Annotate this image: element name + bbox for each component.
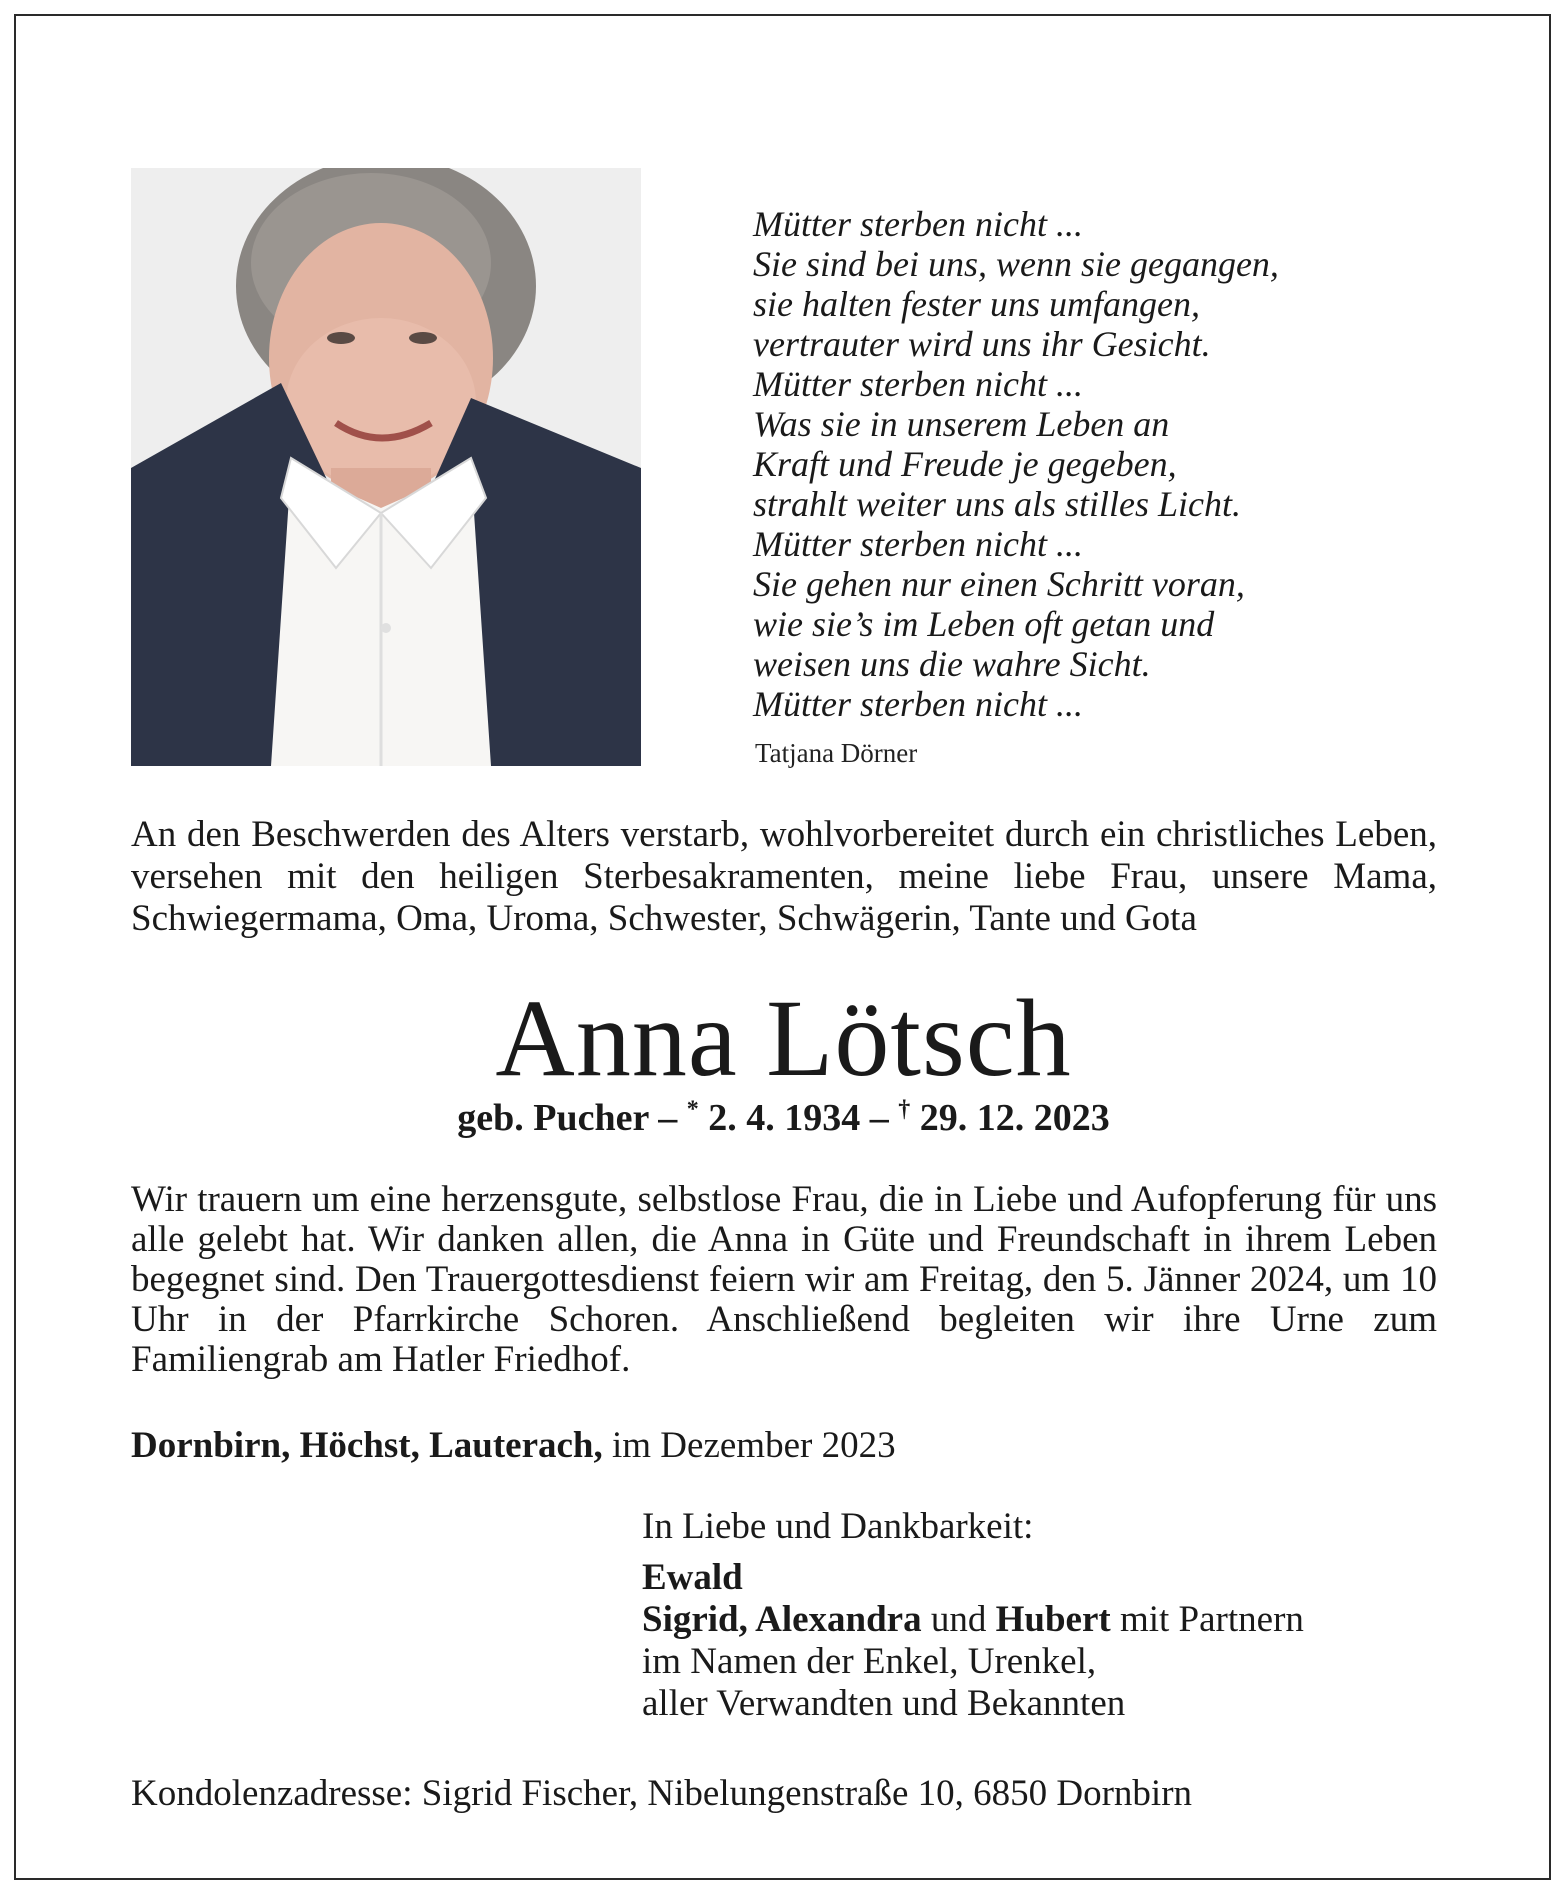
poem-line: sie halten fester uns umfangen, — [753, 284, 1200, 324]
poem-line: Mütter sterben nicht ... — [753, 524, 1083, 564]
poem-line: Mütter sterben nicht ... — [753, 204, 1083, 244]
condolence-address: Kondolenzadresse: Sigrid Fischer, Nibelungenstraße 10, 6850 Dornbirn — [131, 1773, 1193, 1814]
signoff-heading: In Liebe und Dankbarkeit: — [642, 1506, 1034, 1547]
poem-line: wie sie’s im Leben oft getan und — [753, 604, 1215, 644]
poem-line: Mütter sterben nicht ... — [753, 684, 1083, 724]
poem-line: Mütter sterben nicht ... — [753, 364, 1083, 404]
relatives-line: aller Verwandten und Bekannten — [642, 1683, 1126, 1724]
body-paragraph: Wir trauern um eine herzensgute, selbstlose Frau, die in Liebe und Aufopferung für uns alle gelebt hat. Wir danken allen, die Anna in Güte und Freundschaft in ihrem Leben begegnet sind. Den Trauergottesdienst feiern wir am Freitag, den 5. Jänner 2024, um 10 Uhr in der Pfarrkirche Schoren. Anschließend begleiten wir ihre Urne zum Familiengrab am Hatler Friedhof. — [131, 1179, 1437, 1380]
poem-line: Sie sind bei uns, wenn sie gegangen, — [753, 244, 1279, 284]
poem-line: weisen uns die wahre Sicht. — [753, 644, 1151, 684]
partners-text: mit Partnern — [1119, 1599, 1304, 1640]
towns: Dornbirn, Höchst, Lauterach, — [131, 1425, 603, 1466]
children-first: Sigrid, Alexandra — [642, 1599, 922, 1640]
poem-author: Tatjana Dörner — [755, 738, 918, 768]
children-names — [642, 1598, 1304, 1641]
husband-name: Ewald — [642, 1557, 743, 1598]
and-word: und — [930, 1599, 987, 1640]
death-date: 29. 12. 2023 — [919, 1097, 1110, 1139]
children-last: Hubert — [995, 1599, 1111, 1640]
maiden-name: geb. Pucher — [457, 1097, 649, 1139]
born-symbol: * — [686, 1096, 699, 1123]
portrait-illustration — [131, 168, 641, 766]
poem-line: vertrauter wird uns ihr Gesicht. — [753, 324, 1211, 364]
birth-date: 2. 4. 1934 — [708, 1097, 861, 1139]
portrait-photo — [131, 168, 641, 766]
poem — [753, 204, 1393, 724]
poem-line: strahlt weiter uns als stilles Licht. — [753, 484, 1242, 524]
intro-paragraph: An den Beschwerden des Alters verstarb, wohlvorbereitet durch ein christliches Leben, versehen mit den heiligen Sterbesakramenten, meine liebe Frau, unsere Mama, Schwiegermama, Oma, Uroma, Schwester, Schwägerin, Tante und Gota — [131, 814, 1437, 939]
month-date: im Dezember 2023 — [612, 1425, 896, 1466]
family-line: im Namen der Enkel, Urenkel, — [642, 1641, 1097, 1682]
deceased-name: Anna Lötsch — [495, 977, 1072, 1099]
place-date-line — [131, 1424, 896, 1467]
poem-line: Was sie in unserem Leben an — [753, 404, 1170, 444]
poem-line: Sie gehen nur einen Schritt voran, — [753, 564, 1245, 604]
death-symbol: † — [898, 1096, 911, 1123]
poem-line: Kraft und Freude je gegeben, — [753, 444, 1177, 484]
life-dates: geb. Pucher – * 2. 4. 1934 – † 29. 12. 2023 — [457, 1096, 1110, 1139]
